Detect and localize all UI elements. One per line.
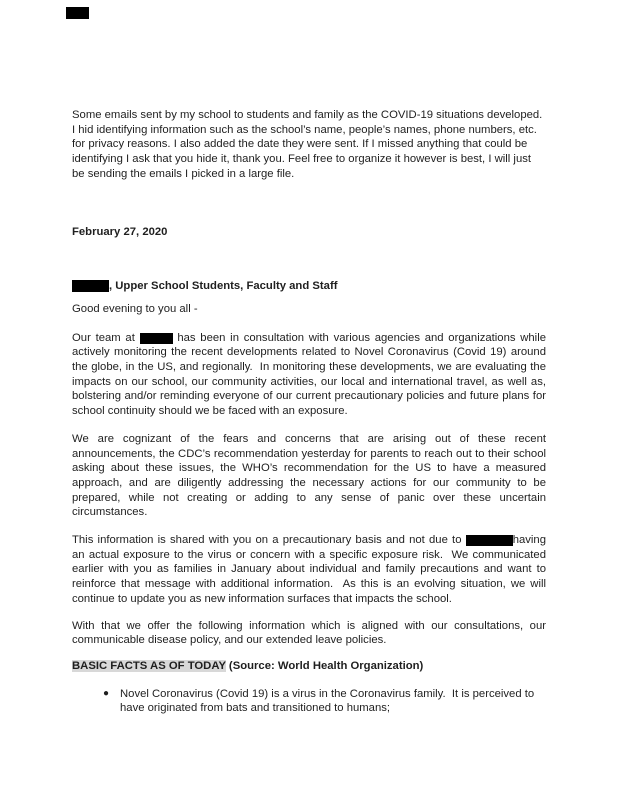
paragraph-precautionary <box>72 533 546 607</box>
paragraph-cognizant <box>72 432 546 520</box>
bullet-icon: ● <box>103 687 110 699</box>
paragraph-1-after: has been in consultation with various agencies and organizations while actively monitoring the recent developments related to Novel Coronavirus (Covid 19) around the globe, in the US, and regionally. In monitoring these developments, we are evaluating the impacts on our school, our community activities, our local and international travel, as well as, bolstering and/or reminding everyone of our current precautionary policies and future plans for school continuity should we be faced with an exposure. <box>72 331 546 418</box>
bullet-list <box>72 687 546 716</box>
redaction-bar-school-name-2 <box>466 535 513 546</box>
paragraph-1-before: Our team at <box>72 331 140 344</box>
intro-note-text: Some emails sent by my school to students and family as the COVID-19 situations developed. I hid identifying information such as the school’s name, people’s names, phone numbers, etc. for privacy reasons. I also added the date they were sent. If I missed anything that could be identifying I ask that you hide it, thank you. Feel free to organize it however is best, I will just be sending the emails I picked in a large file. <box>72 109 543 180</box>
date-line <box>72 225 546 240</box>
redaction-bar-school-name-1 <box>140 333 173 344</box>
intro-note <box>72 108 546 182</box>
bullet-item <box>72 687 546 716</box>
salutation-text: , Upper School Students, Faculty and Staff <box>109 280 338 293</box>
letter-content <box>72 0 546 716</box>
paragraph-consultation <box>72 331 546 419</box>
salutation-line <box>72 279 546 294</box>
bullet-text: Novel Coronavirus (Covid 19) is a virus in the Coronavirus family. It is perceived to have originated from bats and transitioned to humans; <box>120 687 535 715</box>
paragraph-4-text: With that we offer the following information which is aligned with our consultations, our communicable disease policy, and our extended leave policies. <box>72 619 546 647</box>
section-heading-source: (Source: World Health Organization) <box>225 659 424 672</box>
redaction-bar-recipient <box>72 280 109 292</box>
section-heading-highlighted: BASIC FACTS AS OF TODAY <box>72 659 226 672</box>
greeting-text: Good evening to you all - <box>72 302 198 315</box>
paragraph-2-text: We are cognizant of the fears and concerns that are arising out of these recent announcements, the CDC’s recommendation yesterday for parents to reach out to their school asking about these issues, the WHO’s recommendation for the US to have a measured approach, and are diligently addressing the necessary actions for our community to be prepared, while not creating or adding to any sense of panic over these uncertain circumstances. <box>72 432 546 519</box>
paragraph-3-after: having an actual exposure to the virus or concern with a specific exposure risk. We communicated earlier with you as families in January about individual and family precautions and want to reinforce that message with additional information. As this is an evolving situation, we will continue to update you as new information surfaces that impacts the school. <box>72 534 546 605</box>
paragraph-policies <box>72 619 546 648</box>
greeting-line <box>72 302 546 317</box>
date-text: February 27, 2020 <box>72 225 168 238</box>
paragraph-3-before: This information is shared with you on a precautionary basis and not due to <box>72 534 466 547</box>
section-heading-basic-facts <box>72 659 546 674</box>
